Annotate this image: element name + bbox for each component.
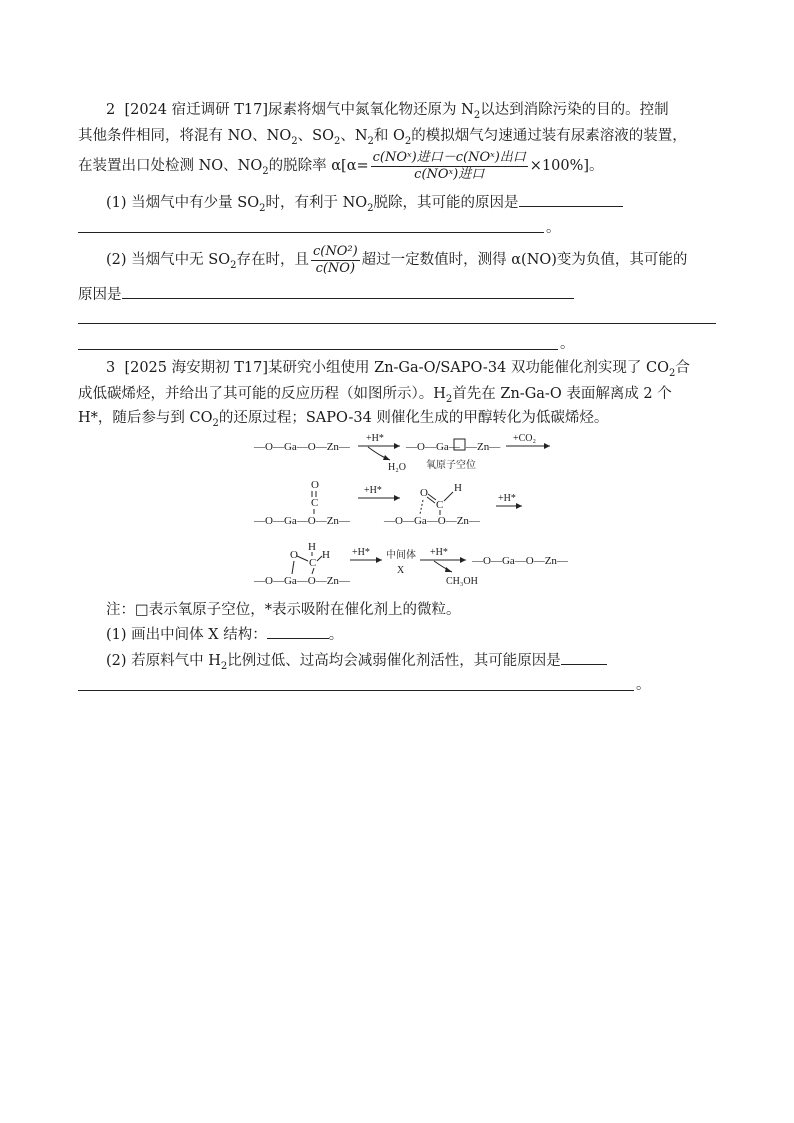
q3-part2-period: 。 bbox=[636, 677, 651, 693]
vacancy-label: 氧原子空位 bbox=[426, 460, 476, 471]
q2-part2-answer-blank[interactable] bbox=[122, 284, 574, 299]
q2-part2-answer-line3[interactable] bbox=[78, 349, 558, 350]
reaction-scheme bbox=[240, 428, 580, 596]
q3-part1-answer-blank[interactable] bbox=[267, 624, 329, 639]
q2-source: [2024 宿迁调研 T17] bbox=[124, 102, 269, 118]
q2-part2: (2) 当烟气中无 $SO_2$存在时，且 $\frac{\text{c(NO²)}}{c(NO)}$ 超过一定数值时，测得 α(NO)变为负值，其可能的 bbox=[106, 243, 688, 276]
q2-line3: 在装置出口处检测 NO、$NO_2$的脱除率 α[α= $\frac{\text{c(NOˣ)进口－c(NOˣ)出口}}{\text{c(NOˣ)进口}}$ ×100%]。 bbox=[78, 149, 604, 182]
scheme-vacancy-chain-left: —O—Ga— bbox=[406, 441, 460, 453]
scheme-chain-3: —O—Ga—O—Zn— bbox=[384, 515, 480, 527]
q3-line3: H*，随后参与到 $CO_2$的还原过程；SAPO-34 则催化生成的甲醇转化为低碳烯烃。 bbox=[78, 410, 609, 429]
h2co-h1: H bbox=[308, 541, 316, 553]
h2co-h2: H bbox=[322, 549, 330, 561]
q3-part2-answer-line[interactable] bbox=[78, 690, 634, 691]
methanol-label: CH₃OH bbox=[446, 576, 478, 587]
q2-number: 2 bbox=[106, 102, 116, 118]
q3-part2-answer-blank[interactable] bbox=[561, 650, 607, 665]
q2-formula: $\frac{\text{c(NOˣ)进口－c(NOˣ)出口}}{\text{c(NOˣ)进口}}$ bbox=[372, 149, 526, 182]
q3-note: 注：□表示氧原子空位，*表示吸附在催化剂上的微粒。 bbox=[106, 602, 461, 618]
q2-part1-answer-blank[interactable] bbox=[519, 192, 623, 207]
co2-c: C bbox=[311, 497, 319, 509]
q2-part1-answer-line[interactable] bbox=[78, 232, 544, 233]
q2-part1: (1) 当烟气中有少量 $SO_2$时，有利于 $NO_2$脱除，其可能的原因是 bbox=[106, 192, 718, 213]
q3-source: [2025 海安期初 T17] bbox=[124, 360, 269, 376]
arrow-2-reagent: +CO₂ bbox=[513, 433, 537, 444]
arrow-1-h2o: H₂O bbox=[388, 462, 406, 473]
q2-part2-ratio: $\frac{\text{c(NO²)}}{c(NO)}$ bbox=[312, 243, 358, 276]
h2co-o: O bbox=[290, 549, 298, 561]
hcoo-c: C bbox=[436, 499, 444, 511]
q3-part2: (2) 若原料气中 $H_2$比例过低、过高均会减弱催化剂活性，其可能原因是 bbox=[106, 650, 718, 671]
arrow-4-reagent: +H* bbox=[498, 493, 516, 504]
q3-line2: 成低碳烯烃，并给出了其可能的反应历程（如图所示）。$H_2$首先在 Zn-Ga-O 表面解离成 2 个 bbox=[78, 386, 672, 405]
q3-number: 3 bbox=[106, 360, 116, 376]
scheme-final-chain: —O—Ga—O—Zn— bbox=[472, 555, 568, 567]
arrow-5-reagent: +H* bbox=[352, 547, 370, 558]
intermediate-x: X bbox=[397, 565, 405, 576]
q2-part2-period: 。 bbox=[560, 336, 575, 352]
q2-line1: 2 [2024 宿迁调研 T17]尿素将烟气中氮氧化物还原为 $N_2$以达到消除污染的目的。控制 bbox=[106, 102, 669, 121]
arrow-3-reagent: +H* bbox=[364, 485, 382, 496]
arrow-1-reagent: +H* bbox=[366, 433, 384, 444]
intermediate-label: 中间体 bbox=[386, 550, 416, 561]
scheme-chain-4: —O—Ga—O—Zn— bbox=[254, 575, 350, 587]
scheme-chain-2: —O—Ga—O—Zn— bbox=[254, 515, 350, 527]
scheme-vacancy-chain-right: —Zn— bbox=[466, 441, 501, 453]
hcoo-h: H bbox=[454, 482, 462, 494]
q2-part1-period: 。 bbox=[546, 220, 561, 236]
h2co-c: C bbox=[309, 557, 317, 569]
q3-part1: (1) 画出中间体 X 结构： 。 bbox=[106, 624, 718, 645]
arrow-6-reagent: +H* bbox=[430, 547, 448, 558]
q2-part2-line2: 原因是 bbox=[78, 284, 718, 305]
q3-line1: 3 [2025 海安期初 T17]某研究小组使用 Zn-Ga-O/SAPO-34 双功能催化剂实现了 $CO_2$合 bbox=[106, 360, 690, 379]
co2-o-top: O bbox=[311, 479, 319, 491]
q2-part2-answer-line2[interactable] bbox=[78, 323, 716, 324]
hcoo-o: O bbox=[420, 487, 428, 499]
scheme-chain-1: —O—Ga—O—Zn— bbox=[254, 441, 350, 453]
q2-line2: 其他条件相同，将混有 NO、$NO_2$、$SO_2$、$N_2$和 $O_2$的模拟烟气匀速通过装有尿素溶液的装置， bbox=[78, 128, 687, 147]
